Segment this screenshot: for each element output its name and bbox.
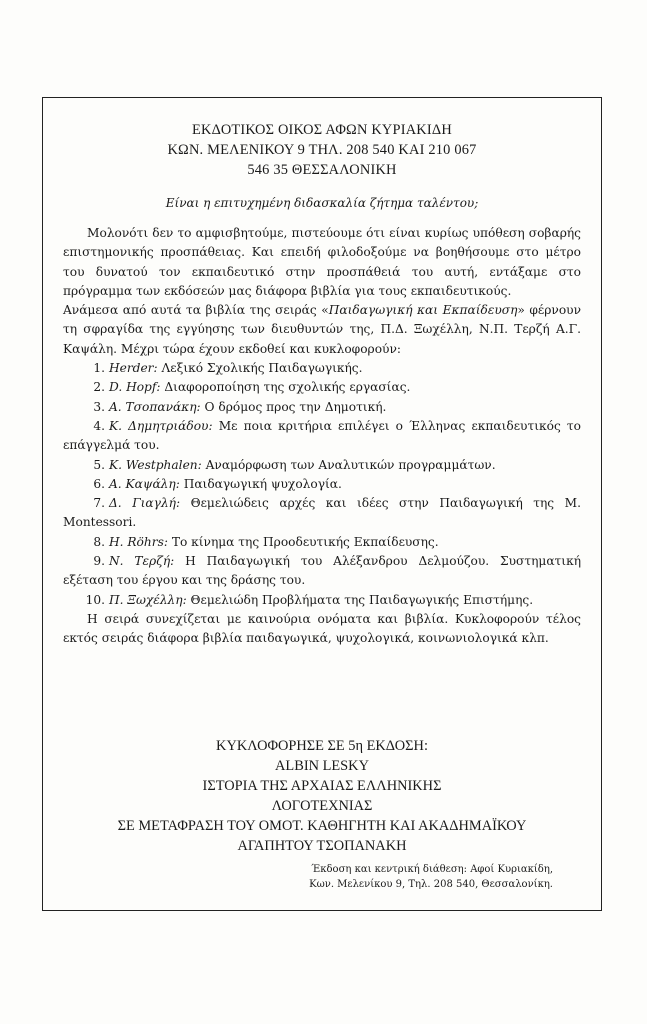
- announcement-translator-line2: ΑΓΑΠΗΤΟΥ ΤΣΟΠΑΝΑΚΗ: [237, 838, 407, 854]
- imprint-line1: Έκδοση και κεντρική διάθεση: Αφοί Κυριακίδη,: [311, 864, 553, 875]
- book-list-item: [63, 398, 581, 417]
- book-number: 4.: [93, 418, 105, 433]
- book-list-item: [63, 533, 581, 552]
- book-list-item: [63, 456, 581, 475]
- book-title: Το κίνημα της Προοδευτικής Εκπαίδευσης.: [171, 534, 439, 549]
- series-intro-end: » φέρνουν τη σφραγίδα της εγγύησης των διευθυντών της, Π.Δ. Ξωχέλλη, Ν.Π. Τερζή Α.Γ. Καψάλη. Μέχρι τώρα έχουν εκδοθεί και κυκλοφορούν:: [63, 303, 581, 356]
- book-list-item: [63, 475, 581, 494]
- series-paragraph: [63, 301, 581, 359]
- book-number: 6.: [93, 476, 105, 491]
- tagline: Είναι η επιτυχημένη διδασκαλία ζήτημα ταλέντου;: [165, 196, 479, 210]
- book-title: Παιδαγωγική ψυχολογία.: [183, 476, 342, 491]
- book-title: Λεξικό Σχολικής Παιδαγωγικής.: [161, 361, 363, 376]
- book-author: Π. Ξωχέλλη:: [109, 592, 187, 607]
- book-author: Α. Τσοπανάκη:: [109, 399, 201, 414]
- announcement-title-line1: ΙΣΤΟΡΙΑ ΤΗΣ ΑΡΧΑΙΑΣ ΕΛΛΗΝΙΚΗΣ: [202, 778, 442, 794]
- book-author: Herder:: [109, 361, 158, 376]
- book-author: Α. Καψάλη:: [109, 476, 180, 491]
- book-author: Ν. Τερζή:: [109, 554, 175, 569]
- book-list-item: [63, 378, 581, 397]
- imprint: [309, 862, 553, 892]
- intro-paragraph: Μολονότι δεν το αμφισβητούμε, πιστεύουμε ότι είναι κυρίως υπόθεση σοβαρής επιστημονικής προσπάθειας. Και επειδή φιλοδοξούμε να βοηθήσουμε στο μέτρο του δυνατού τον εκπαιδευτικό στην προσπάθειά του αυτή, εντάξαμε στο πρόγραμμα των εκδόσεών μας διάφορα βιβλία για τους εκπαιδευτικούς.: [63, 226, 581, 298]
- book-list-item: [63, 417, 581, 456]
- series-intro-start: Ανάμεσα από αυτά τα βιβλία της σειράς «: [63, 303, 329, 318]
- closing-paragraph: Η σειρά συνεχίζεται με καινούρια ονόματα και βιβλία. Κυκλοφορούν τέλος εκτός σειράς διάφορα βιβλία παιδαγωγικά, ψυχολογικά, κοινωνιολογικά κλπ.: [63, 611, 581, 646]
- book-number: 3.: [93, 399, 105, 414]
- announcement-author: ALBIN LESKY: [275, 758, 369, 774]
- advertisement-frame: [42, 97, 602, 911]
- imprint-line2: Κων. Μελενίκου 9, Τηλ. 208 540, Θεσσαλονίκη.: [309, 879, 553, 890]
- publisher-address: ΚΩΝ. ΜΕΛΕΝΙΚΟΥ 9 ΤΗΛ. 208 540 ΚΑΙ 210 067: [167, 142, 477, 158]
- book-title: Διαφοροποίηση της σχολικής εργασίας.: [164, 380, 411, 395]
- book-title: Με ποια κριτήρια επιλέγει ο Έλληνας εκπαιδευτικός το επάγγελμά του.: [63, 418, 581, 453]
- book-title: Η Παιδαγωγική του Αλέξανδρου Δελμούζου. Συστηματική εξέταση του έργου και της δράσης του.: [63, 554, 581, 588]
- book-author: K. Westphalen:: [109, 457, 202, 472]
- publisher-name: ΕΚΔΟΤΙΚΟΣ ΟΙΚΟΣ ΑΦΩΝ ΚΥΡΙΑΚΙΔΗ: [192, 122, 452, 138]
- announcement-translator-line1: ΣΕ ΜΕΤΑΦΡΑΣΗ ΤΟΥ ΟΜΟΤ. ΚΑΘΗΓΗΤΗ ΚΑΙ ΑΚΑΔΗΜΑΪΚΟΥ: [117, 818, 527, 834]
- book-title: Ο δρόμος προς την Δημοτική.: [204, 399, 387, 414]
- book-list-item: [63, 591, 581, 610]
- book-title: Θεμελιώδη Προβλήματα της Παιδαγωγικής Επιστήμης.: [190, 592, 534, 607]
- book-number: 2.: [93, 380, 105, 395]
- announcement-title-line2: ΛΟΓΟΤΕΧΝΙΑΣ: [271, 798, 373, 814]
- publisher-city: 546 35 ΘΕΣΣΑΛΟΝΙΚΗ: [247, 162, 397, 178]
- series-name: Παιδαγωγική και Εκπαίδευση: [328, 303, 518, 318]
- book-number: 9.: [93, 554, 105, 569]
- book-list-item: [63, 494, 581, 533]
- book-author: H. Röhrs:: [109, 534, 168, 549]
- announcement-heading: ΚΥΚΛΟΦΟΡΗΣΕ ΣΕ 5η ΕΚΔΟΣΗ:: [216, 738, 428, 754]
- book-number: 1.: [93, 361, 105, 376]
- book-title: Αναμόρφωση των Αναλυτικών προγραμμάτων.: [205, 457, 496, 472]
- book-list-item: [63, 359, 581, 378]
- book-title: Θεμελιώδεις αρχές και ιδέες στην Παιδαγωγική της M. Montessori.: [63, 496, 582, 530]
- book-number: 7.: [93, 496, 105, 511]
- book-number: 5.: [93, 457, 105, 472]
- book-number: 10.: [85, 592, 105, 607]
- body-text: [63, 224, 581, 649]
- book-author: D. Hopf:: [109, 380, 161, 395]
- book-list-item: [63, 552, 581, 591]
- book-author: Δ. Γιαγλή:: [109, 496, 181, 511]
- book-number: 8.: [93, 534, 105, 549]
- book-author: Κ. Δημητριάδου:: [109, 418, 213, 433]
- book-list: [63, 359, 581, 610]
